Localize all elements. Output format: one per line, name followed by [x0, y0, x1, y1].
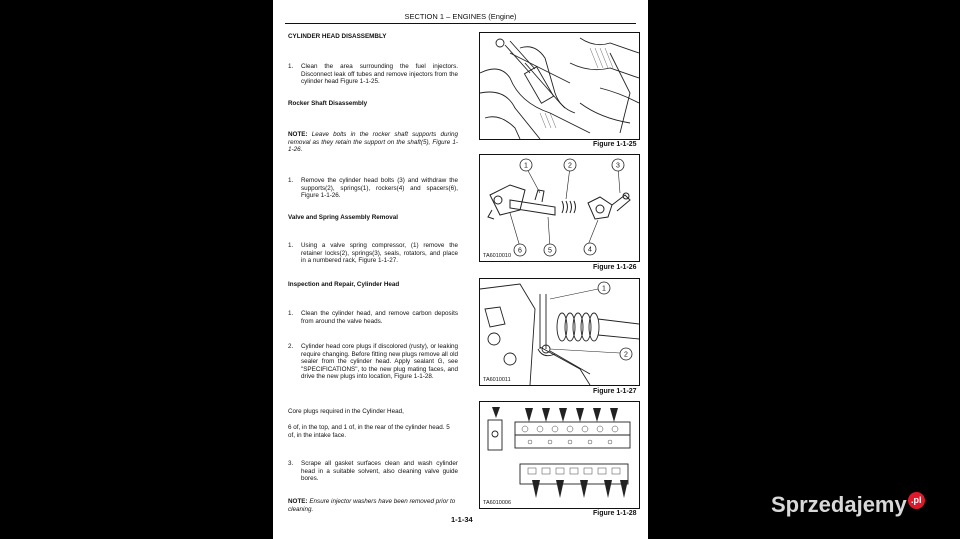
callout-6: 6	[518, 247, 522, 255]
figure-1-1-26-illustration	[479, 154, 640, 262]
sprzedajemy-watermark-logo: Sprzedajemy .pl	[771, 492, 925, 518]
valve-spring-compressor-drawing	[480, 279, 639, 385]
manual-page	[273, 0, 648, 539]
step-remove-head-bolts: 1. Remove the cylinder head bolts (3) and withdraw the supports(2), springs(1), rockers(4) and spacers(6), Figure 1-1-26.	[288, 177, 458, 200]
injector-removal-drawing	[480, 33, 639, 139]
heading-inspection: Inspection and Repair, Cylinder Head	[288, 281, 400, 288]
heading-rocker-shaft: Rocker Shaft Disassembly	[288, 100, 368, 107]
figure-1-1-25-illustration	[479, 32, 640, 140]
figure-1-1-28-illustration	[479, 401, 640, 509]
step-core-plugs: 2. Cylinder head core plugs if discolored (rusty), or leaking require changing. Before fitting new plugs remove all old sealer from the cylinder head. Apply sealant G, see "SPECIFICATIONS", to the new plug mating faces, and drive the new plugs into location, Figure 1-1-28.	[288, 343, 458, 381]
figure-1-1-27-code: TA6010011	[483, 377, 511, 383]
rocker-shaft-drawing	[480, 155, 639, 261]
figure-1-1-28-code: TA6010006	[483, 500, 512, 506]
figure-1-1-27-caption: Figure 1-1-27	[593, 388, 637, 395]
callout-4: 4	[588, 246, 592, 254]
callout-2: 2	[568, 162, 572, 170]
figure-1-1-26-code: TA6010010	[483, 253, 512, 259]
callout-2: 2	[624, 351, 628, 359]
figure-1-1-28-caption: Figure 1-1-28	[593, 510, 637, 517]
core-plugs-required: Core plugs required in the Cylinder Head,	[288, 408, 404, 415]
step-scrape-gasket: 3. Scrape all gasket surfaces clean and wash cylinder head in a suitable solvent, also cleaning valve guide bores.	[288, 460, 458, 483]
page-header: SECTION 1 – ENGINES (Engine)	[285, 12, 636, 24]
note-rocker-bolts: NOTE: Leave bolts in the rocker shaft supports during removal as they retain the support on the shaft(5), Figure 1-1-26.	[288, 131, 458, 154]
heading-valve-spring: Valve and Spring Assembly Removal	[288, 214, 399, 221]
note-injector-washers: NOTE: Ensure injector washers have been removed prior to cleaning.	[288, 498, 456, 513]
figure-1-1-26-caption: Figure 1-1-26	[593, 264, 637, 271]
figure-1-1-25-caption: Figure 1-1-25	[593, 141, 637, 148]
core-plugs-detail: 6 of, in the top, and 1 of, in the rear of the cylinder head. 5 of, in the intake face.	[288, 424, 450, 439]
step-clean-injectors: 1. Clean the area surrounding the fuel injectors. Disconnect leak off tubes and remove injectors from the cylinder head Figure 1-1-25.	[288, 63, 458, 86]
core-plug-locations-drawing	[480, 402, 639, 508]
figure-1-1-27-illustration	[479, 278, 640, 386]
step-valve-compressor: 1. Using a valve spring compressor, (1) remove the retainer locks(2), springs(3), seals, rotators, and place in a numbered rack, Figure 1-1-27.	[288, 242, 458, 265]
callout-3: 3	[616, 162, 620, 170]
page-number: 1-1-34	[451, 515, 473, 524]
callout-5: 5	[548, 247, 552, 255]
step-clean-head: 1. Clean the cylinder head, and remove carbon deposits from around the valve heads.	[288, 310, 458, 325]
callout-1: 1	[602, 285, 606, 293]
callout-1: 1	[524, 162, 528, 170]
heading-cylinder-head-disassembly: CYLINDER HEAD DISASSEMBLY	[288, 33, 387, 40]
